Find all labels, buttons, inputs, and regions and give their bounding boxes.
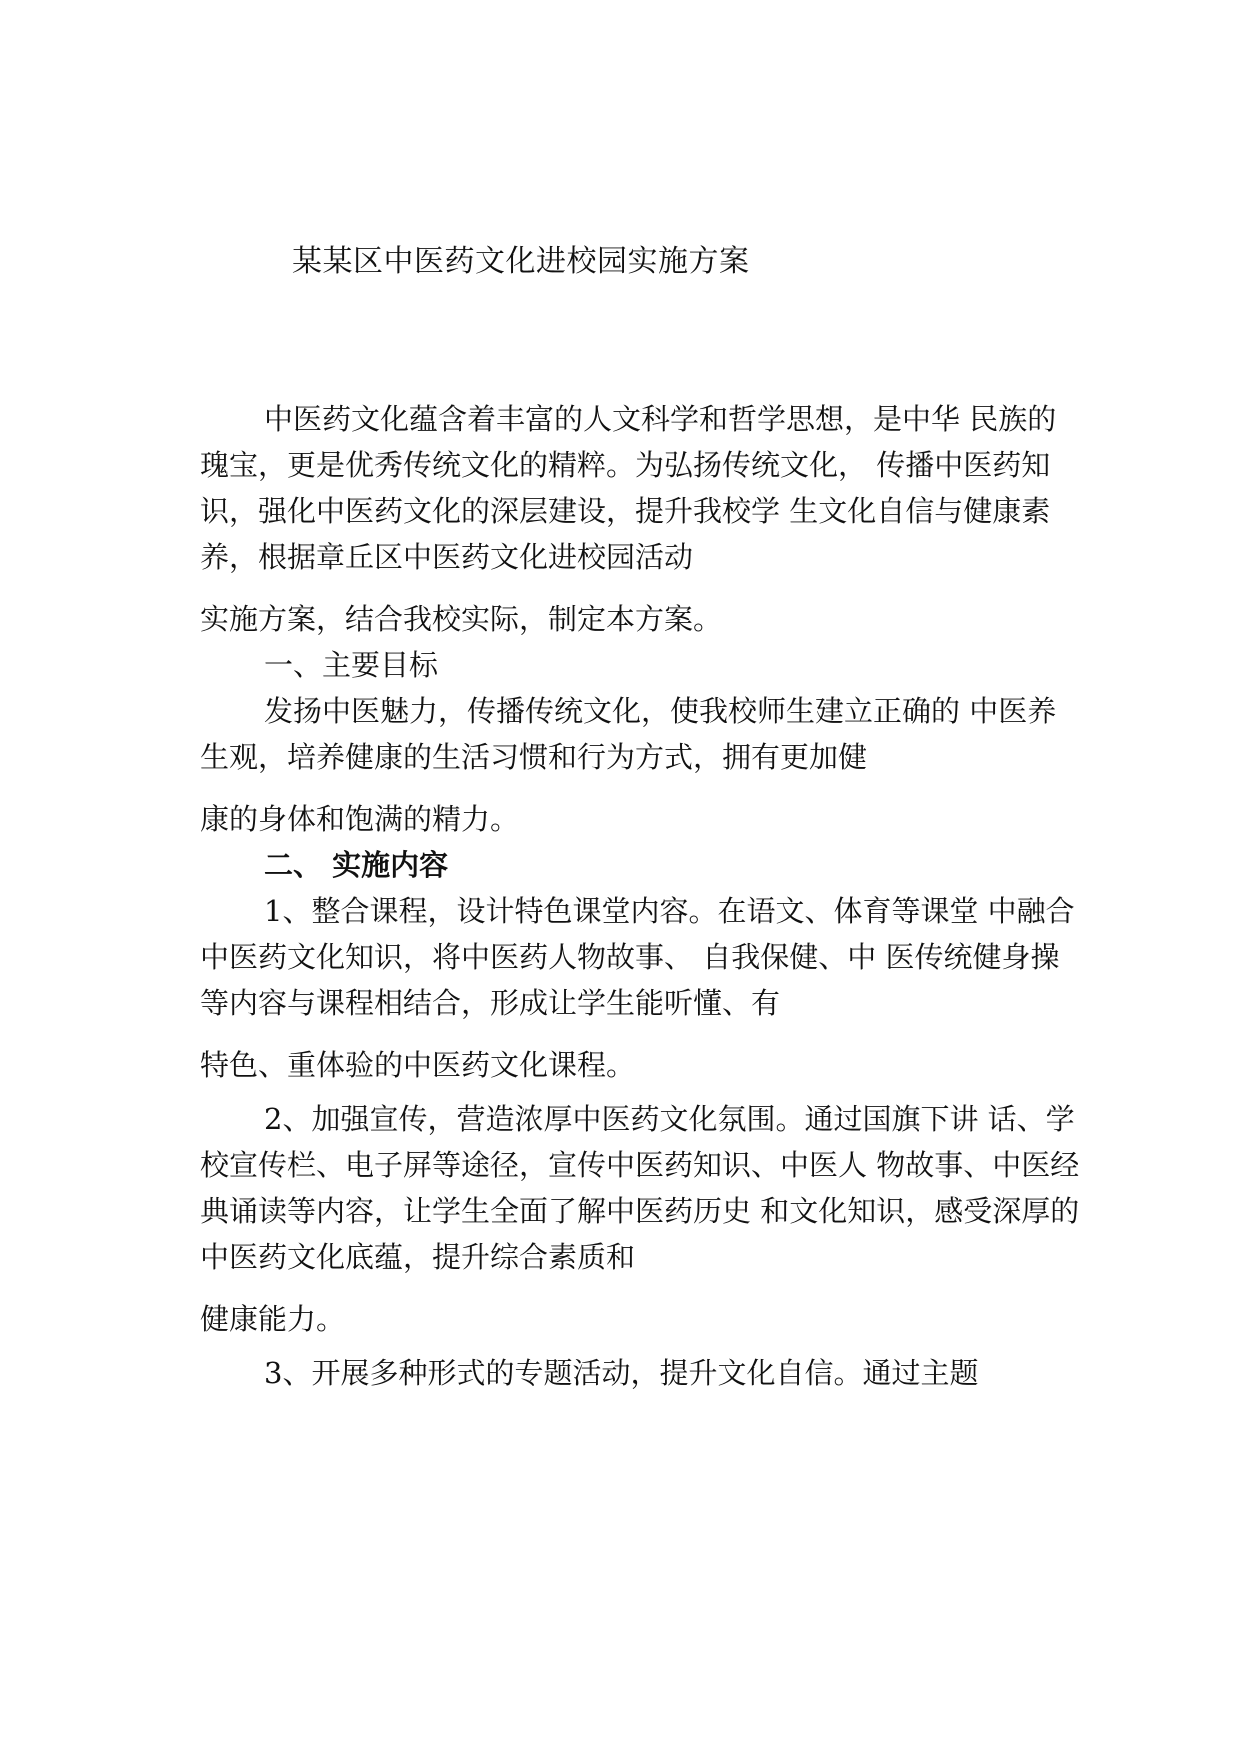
content-item-2-continued: 健康能力。 (200, 1302, 346, 1336)
item-1-text: 、整合课程，设计特色课堂内容。在语文、体育等课堂 中融合中医药文化知识，将中医药人物故事、 自我保健、中 医传统健身操等内容与课程相结合，形成让学生能听懂、有 (200, 894, 1075, 1020)
content-item-1 (200, 888, 1080, 1026)
section-heading-goals: 一、主要目标 (264, 648, 439, 682)
item-1-number: 1 (264, 894, 283, 928)
item-3-number: 3 (264, 1356, 283, 1390)
document-title: 某某区中医药文化进校园实施方案 (292, 244, 750, 279)
section-heading-content (200, 842, 1080, 888)
section-heading-content-text: 二、 实施内容 (264, 848, 449, 882)
item-2-text: 、加强宣传，营造浓厚中医药文化氛围。通过国旗下讲 话、学校宣传栏、电子屏等途径，宣传中医药知识、中医人 物故事、中医经典诵读等内容，让学生全面了解中医药历史 和文化知识，感受深厚的中医药文化底蕴，提升综合素质和 (200, 1102, 1080, 1274)
item-3-text: 、开展多种形式的专题活动，提升文化自信。通过主题 (282, 1356, 979, 1390)
content-item-3 (200, 1350, 1080, 1396)
intro-paragraph-continued: 实施方案，结合我校实际，制定本方案。 (200, 602, 723, 636)
content-item-2 (200, 1096, 1080, 1280)
goals-paragraph-continued: 康的身体和饱满的精力。 (200, 802, 520, 836)
document-body (200, 396, 1080, 1396)
content-item-1-continued: 特色、重体验的中医药文化课程。 (200, 1048, 636, 1082)
goals-paragraph: 发扬中医魅力，传播传统文化，使我校师生建立正确的 中医养生观，培养健康的生活习惯和行为方式，拥有更加健 (200, 694, 1057, 774)
intro-paragraph: 中医药文化蕴含着丰富的人文科学和哲学思想，是中华 民族的瑰宝，更是优秀传统文化的精粹。为弘扬传统文化， 传播中医药知识，强化中医药文化的深层建设，提升我校学 生文化自信与健康素养，根据章丘区中医药文化进校园活动 (200, 402, 1057, 574)
item-2-number: 2 (264, 1102, 283, 1136)
